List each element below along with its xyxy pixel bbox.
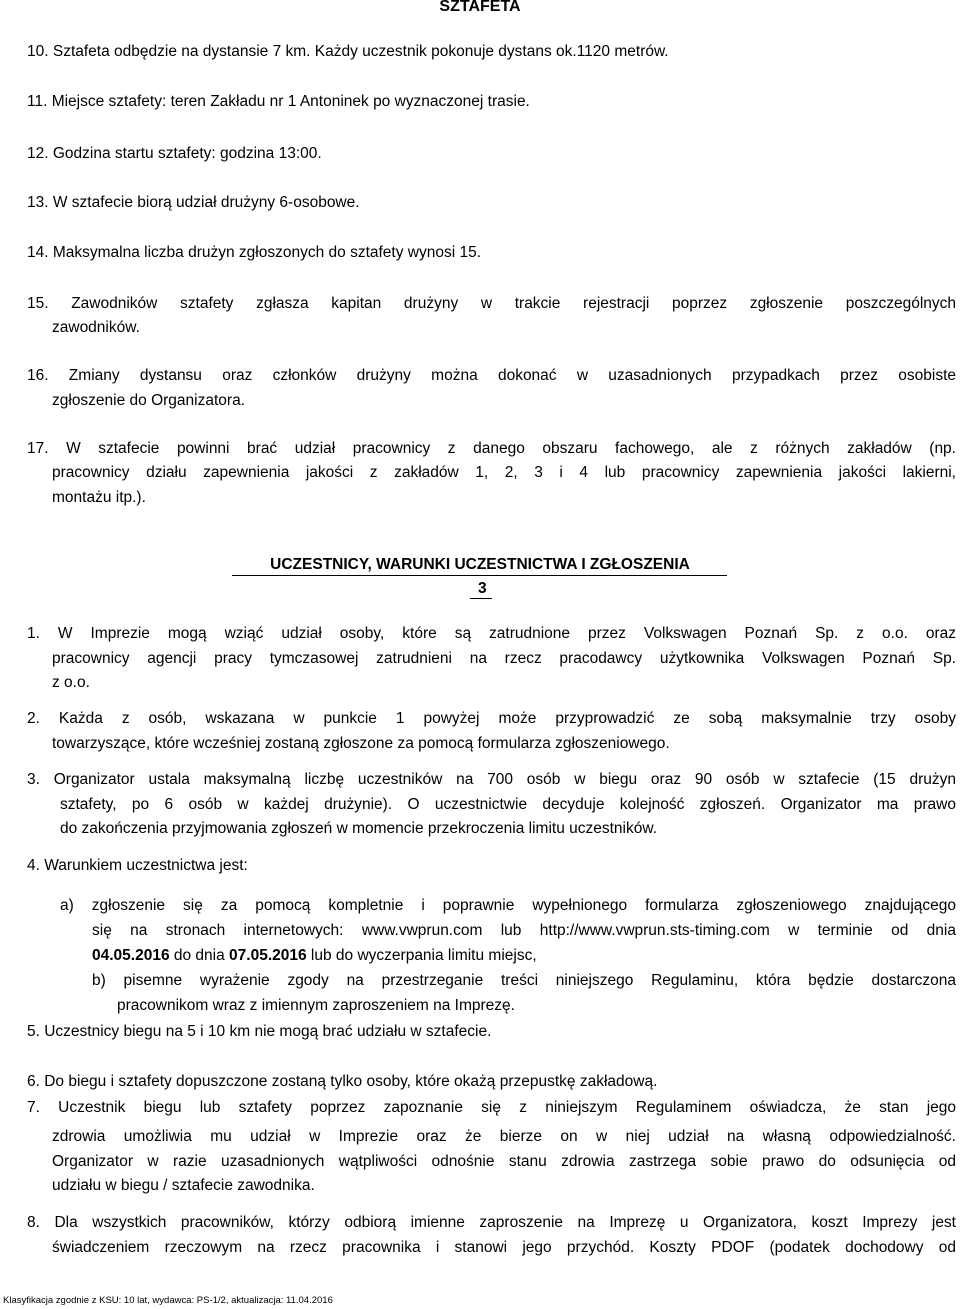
participants-item-6: 6. Do biegu i sztafety dopuszczone zostaną tylko osoby, które okażą przepustkę zakładową. [27,1073,658,1090]
participants-item-1-line-3: z o.o. [52,674,90,691]
relay-item-17-line-3: montażu itp.). [52,489,146,506]
participants-item-1-line-1: 1. W Imprezie mogą wziąć udział osoby, które są zatrudnione przez Volkswagen Poznań Sp. z o.o. oraz [27,625,956,642]
relay-item-16-line-1: 16. Zmiany dystansu oraz członków drużyny można dokonać w uzasadnionych przypadkach przez osobiste [27,367,956,384]
date-from: 04.05.2016 [92,947,170,964]
participants-item-1-line-2: pracownicy agencji pracy tymczasowej zatrudnieni na rzecz pracodawcy użytkownika Volkswagen Poznań Sp. [52,650,956,667]
date-connector: do dnia [169,947,230,964]
condition-a-line-2: się na stronach internetowych: www.vwprun.com lub http://www.vwprun.sts-timing.com w terminie od dnia [92,922,956,939]
section-number-underline [470,598,492,599]
section-heading-underline [232,575,727,576]
relay-item-15-line-1: 15. Zawodników sztafety zgłasza kapitan drużyny w trakcie rejestracji poprzez zgłoszenie poszczególnych [27,295,956,312]
relay-item-15-line-2: zawodników. [52,319,140,336]
condition-a-line-1: a) zgłoszenie się za pomocą kompletnie i poprawnie wypełnionego formularza zgłoszeniowego znajdującego [60,897,956,914]
relay-item-17-line-2: pracownicy działu zapewnienia jakości z zakładów 1, 2, 3 i 4 lub pracownicy zapewnienia jakości lakierni, [52,464,956,481]
date-to: 07.05.2016 [229,947,307,964]
participants-item-2-line-1: 2. Każda z osób, wskazana w punkcie 1 powyżej może przyprowadzić ze sobą maksymalnie trzy osoby [27,710,956,727]
participants-item-3-line-2: sztafety, po 6 osób w każdej drużynie). O uczestnictwie decyduje kolejność zgłoszeń. Organizator ma prawo [60,796,956,813]
page-footer: Klasyfikacja zgodnie z KSU: 10 lat, wydawca: PS-1/2, aktualizacja: 11.04.2016 [3,1295,333,1306]
participants-item-7-line-4: udziału w biegu / sztafecie zawodnika. [52,1177,315,1194]
condition-b-line-2: pracownikom wraz z imiennym zaproszeniem na Imprezę. [117,997,515,1014]
participants-item-4: 4. Warunkiem uczestnictwa jest: [27,857,248,874]
section-number: 3 [478,580,487,597]
relay-item-10: 10. Sztafeta odbędzie na dystansie 7 km. Każdy uczestnik pokonuje dystans ok.1120 metrów. [27,43,669,60]
relay-item-17-line-1: 17. W sztafecie powinni brać udział pracownicy z danego obszaru fachowego, ale z różnych zakładów (np. [27,440,956,457]
participants-item-8-line-1: 8. Dla wszystkich pracowników, którzy odbiorą imienne zaproszenie na Imprezę u Organizatora, koszt Imprezy jest [27,1214,956,1231]
participants-item-8-line-2: świadczeniem rzeczowym na rzecz pracownika i stanowi jego przychód. Koszty PDOF (podatek dochodowy od [52,1239,956,1256]
page-title: SZTAFETA [439,0,521,15]
condition-b-line-1: b) pisemne wyrażenie zgody na przestrzeganie treści niniejszego Regulaminu, która będzie dostarczona [92,972,956,989]
section-heading: UCZESTNICY, WARUNKI UCZESTNICTWA I ZGŁOSZENIA [270,556,690,573]
participants-item-7-line-1: 7. Uczestnik biegu lub sztafety poprzez zapoznanie się z niniejszym Regulaminem oświadcza, że stan jego [27,1099,956,1116]
relay-item-16-line-2: zgłoszenie do Organizatora. [52,392,246,409]
date-suffix: lub do wyczerpania limitu miejsc, [306,947,537,964]
participants-item-5: 5. Uczestnicy biegu na 5 i 10 km nie mogą brać udziału w sztafecie. [27,1023,492,1040]
relay-item-12: 12. Godzina startu sztafety: godzina 13:00. [27,145,322,162]
participants-item-3-line-3: do zakończenia przyjmowania zgłoszeń w momencie przekroczenia limitu uczestników. [60,820,658,837]
condition-a-line-3 [92,946,537,966]
relay-item-14: 14. Maksymalna liczba drużyn zgłoszonych do sztafety wynosi 15. [27,244,482,261]
participants-item-7-line-2: zdrowia umożliwia mu udział w Imprezie oraz że bierze on w niej udział na własną odpowiedzialność. [52,1128,956,1145]
relay-item-13: 13. W sztafecie biorą udział drużyny 6-osobowe. [27,194,360,211]
participants-item-2-line-2: towarzyszące, które wcześniej zostaną zgłoszone za pomocą formularza zgłoszeniowego. [52,735,670,752]
participants-item-7-line-3: Organizator w razie uzasadnionych wątpliwości odnośnie stanu zdrowia zastrzega sobie prawo do odsunięcia od [52,1153,956,1170]
relay-item-11: 11. Miejsce sztafety: teren Zakładu nr 1 Antoninek po wyznaczonej trasie. [27,93,530,110]
participants-item-3-line-1: 3. Organizator ustala maksymalną liczbę uczestników na 700 osób w biegu oraz 90 osób w sztafecie (15 drużyn [27,771,956,788]
